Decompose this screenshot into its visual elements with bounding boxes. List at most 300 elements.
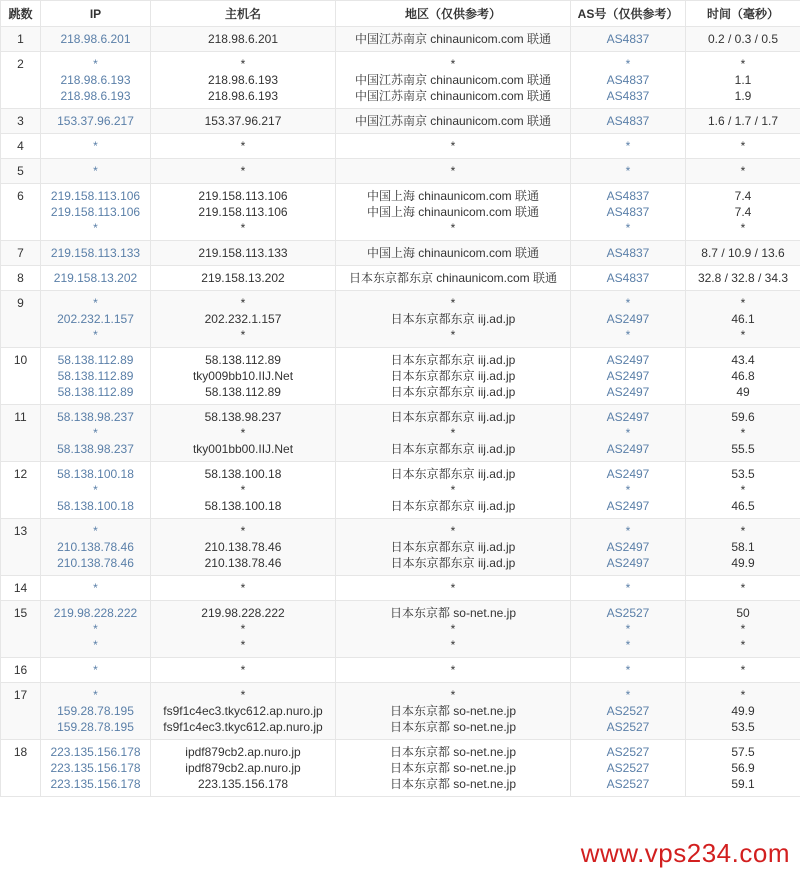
ip-value: * — [93, 426, 98, 440]
ip-value: * — [93, 296, 98, 310]
ip-value[interactable]: 210.138.78.46 — [57, 540, 134, 554]
host-value: * — [240, 581, 246, 595]
time-cell — [686, 576, 800, 601]
as-value: * — [625, 296, 631, 310]
ip-value: * — [93, 524, 98, 538]
table-row — [1, 683, 800, 740]
region-value: 日本东京都 so-net.ne.jp — [389, 761, 517, 775]
table-row — [1, 52, 800, 109]
as-value[interactable]: AS2527 — [606, 704, 650, 718]
as-value[interactable]: AS2497 — [606, 312, 650, 326]
as-value: * — [625, 328, 631, 342]
host-value: 218.98.6.193 — [207, 89, 279, 103]
region-cell — [336, 159, 571, 184]
ip-value[interactable]: 219.158.113.106 — [50, 205, 141, 219]
as-value[interactable]: AS2527 — [606, 720, 650, 734]
region-value: * — [450, 426, 456, 440]
region-value: 日本东京都东京 iij.ad.jp — [390, 467, 516, 481]
as-value[interactable]: AS2497 — [606, 442, 650, 456]
host-value: 58.138.112.89 — [205, 353, 281, 367]
hop-number: 9 — [1, 291, 41, 348]
time-value: * — [740, 524, 746, 538]
as-cell — [571, 159, 686, 184]
hostname-cell — [151, 266, 336, 291]
host-value: * — [240, 57, 246, 71]
region-value: * — [450, 638, 456, 652]
ip-value: * — [93, 164, 98, 178]
as-value[interactable]: AS4837 — [606, 32, 650, 46]
as-value[interactable]: AS2497 — [606, 540, 650, 554]
host-value: 219.158.113.133 — [198, 246, 288, 260]
hop-number: 7 — [1, 241, 41, 266]
region-cell — [336, 52, 571, 109]
as-cell — [571, 740, 686, 797]
hostname-cell — [151, 683, 336, 740]
host-value: * — [240, 139, 246, 153]
as-value: * — [625, 57, 631, 71]
region-value: * — [450, 581, 456, 595]
ip-value[interactable]: 58.138.112.89 — [57, 369, 134, 383]
as-value: * — [625, 426, 631, 440]
table-row — [1, 184, 800, 241]
hop-number: 6 — [1, 184, 41, 241]
as-value[interactable]: AS2527 — [606, 761, 650, 775]
host-value: 210.138.78.46 — [204, 556, 282, 570]
table-row — [1, 519, 800, 576]
ip-value[interactable]: 223.135.156.178 — [50, 745, 141, 759]
host-value: * — [240, 622, 246, 636]
as-value: * — [625, 663, 631, 677]
host-value: tky009bb10.IIJ.Net — [192, 369, 294, 383]
as-value[interactable]: AS2497 — [606, 467, 650, 481]
table-row — [1, 576, 800, 601]
host-value: tky001bb00.IIJ.Net — [192, 442, 294, 456]
header-hop: 跳数 — [1, 1, 41, 27]
time-value: * — [740, 638, 746, 652]
region-cell — [336, 658, 571, 683]
ip-value[interactable]: 58.138.98.237 — [57, 410, 134, 424]
region-cell — [336, 266, 571, 291]
as-value: * — [625, 139, 631, 153]
host-value: * — [240, 688, 246, 702]
time-value: 57.5 — [731, 745, 755, 759]
as-value[interactable]: AS4837 — [606, 114, 650, 128]
as-value[interactable]: AS2497 — [606, 410, 650, 424]
region-value: 日本东京都 so-net.ne.jp — [389, 704, 517, 718]
ip-cell — [41, 184, 151, 241]
table-row — [1, 462, 800, 519]
hostname-cell — [151, 348, 336, 405]
time-value: 59.6 — [731, 410, 755, 424]
hostname-cell — [151, 601, 336, 658]
ip-value[interactable]: 218.98.6.201 — [60, 32, 131, 46]
region-value: 中国上海 chinaunicom.com 联通 — [366, 246, 540, 260]
region-value: 中国江苏南京 chinaunicom.com 联通 — [354, 89, 552, 103]
as-cell — [571, 462, 686, 519]
region-cell — [336, 462, 571, 519]
table-header-row — [1, 1, 800, 27]
hostname-cell — [151, 462, 336, 519]
time-value: 49 — [736, 385, 750, 399]
host-value: 219.98.228.222 — [201, 606, 285, 620]
host-value: 202.232.1.157 — [204, 312, 282, 326]
table-body — [1, 27, 800, 797]
hop-number: 13 — [1, 519, 41, 576]
ip-cell — [41, 291, 151, 348]
ip-cell — [41, 658, 151, 683]
time-value: 55.5 — [731, 442, 755, 456]
as-value[interactable]: AS4837 — [606, 89, 650, 103]
ip-value: * — [93, 688, 98, 702]
ip-value: * — [93, 328, 98, 342]
time-cell — [686, 184, 800, 241]
as-value[interactable]: AS2527 — [606, 777, 650, 791]
as-value[interactable]: AS2497 — [606, 556, 650, 570]
ip-value[interactable]: 223.135.156.178 — [50, 777, 141, 791]
time-value: 8.7 / 10.9 / 13.6 — [701, 246, 785, 260]
region-cell — [336, 241, 571, 266]
table-row — [1, 241, 800, 266]
hostname-cell — [151, 134, 336, 159]
ip-cell — [41, 405, 151, 462]
ip-value[interactable]: 58.138.100.18 — [57, 499, 134, 513]
region-value: 日本东京都 so-net.ne.jp — [389, 606, 517, 620]
region-value: 日本东京都东京 iij.ad.jp — [390, 410, 516, 424]
host-value: 218.98.6.193 — [207, 73, 279, 87]
time-cell — [686, 658, 800, 683]
region-cell — [336, 405, 571, 462]
ip-cell — [41, 159, 151, 184]
as-value[interactable]: AS2497 — [606, 385, 650, 399]
hostname-cell — [151, 519, 336, 576]
hop-number: 1 — [1, 27, 41, 52]
table-row — [1, 740, 800, 797]
hop-number: 18 — [1, 740, 41, 797]
header-region: 地区（仅供参考） — [336, 1, 571, 27]
ip-cell — [41, 266, 151, 291]
time-value: * — [740, 688, 746, 702]
region-value: * — [450, 524, 456, 538]
ip-value[interactable]: 219.98.228.222 — [53, 606, 138, 620]
region-value: 日本东京都东京 iij.ad.jp — [390, 540, 516, 554]
as-cell — [571, 348, 686, 405]
ip-cell — [41, 519, 151, 576]
ip-cell — [41, 740, 151, 797]
time-cell — [686, 241, 800, 266]
ip-value: * — [93, 483, 98, 497]
region-value: 日本东京都 so-net.ne.jp — [389, 777, 517, 791]
region-value: 中国江苏南京 chinaunicom.com 联通 — [354, 114, 552, 128]
time-value: * — [740, 57, 746, 71]
ip-cell — [41, 683, 151, 740]
hostname-cell — [151, 27, 336, 52]
ip-value: * — [93, 663, 98, 677]
as-cell — [571, 109, 686, 134]
ip-value[interactable]: 219.158.13.202 — [53, 271, 138, 285]
time-value: 56.9 — [731, 761, 755, 775]
ip-value[interactable]: 58.138.112.89 — [57, 385, 134, 399]
region-cell — [336, 291, 571, 348]
time-value: 49.9 — [731, 704, 755, 718]
watermark: www.vps234.com — [580, 838, 790, 868]
ip-value[interactable]: 58.138.100.18 — [57, 467, 134, 481]
host-value: 153.37.96.217 — [204, 114, 282, 128]
as-cell — [571, 266, 686, 291]
region-value: 日本东京都东京 iij.ad.jp — [390, 385, 516, 399]
region-value: * — [450, 57, 456, 71]
time-cell — [686, 134, 800, 159]
time-value: 43.4 — [731, 353, 755, 367]
time-value: 46.5 — [731, 499, 755, 513]
ip-value[interactable]: 223.135.156.178 — [50, 761, 141, 775]
hostname-cell — [151, 740, 336, 797]
hostname-cell — [151, 658, 336, 683]
as-value: * — [625, 524, 631, 538]
ip-cell — [41, 109, 151, 134]
region-value: * — [450, 221, 456, 235]
time-cell — [686, 740, 800, 797]
as-value[interactable]: AS4837 — [606, 246, 650, 260]
region-cell — [336, 134, 571, 159]
host-value: fs9f1c4ec3.tkyc612.ap.nuro.jp — [163, 704, 323, 718]
time-value: 58.1 — [731, 540, 755, 554]
region-cell — [336, 184, 571, 241]
ip-value: * — [93, 57, 98, 71]
region-value: 日本东京都东京 iij.ad.jp — [390, 499, 516, 513]
table-row — [1, 405, 800, 462]
host-value: * — [240, 524, 246, 538]
region-value: * — [450, 688, 456, 702]
table-row — [1, 601, 800, 658]
region-value: * — [450, 139, 456, 153]
ip-value: * — [93, 638, 98, 652]
ip-value[interactable]: 219.158.113.106 — [50, 189, 141, 203]
host-value: 219.158.113.106 — [198, 205, 288, 219]
region-value: 日本东京都东京 iij.ad.jp — [390, 369, 516, 383]
ip-cell — [41, 241, 151, 266]
hostname-cell — [151, 405, 336, 462]
ip-cell — [41, 134, 151, 159]
region-cell — [336, 109, 571, 134]
time-value: * — [740, 296, 746, 310]
as-value[interactable]: AS2497 — [606, 369, 650, 383]
time-cell — [686, 601, 800, 658]
host-value: * — [240, 296, 246, 310]
as-value: * — [625, 622, 631, 636]
region-cell — [336, 27, 571, 52]
ip-value: * — [93, 221, 98, 235]
time-value: * — [740, 622, 746, 636]
ip-value[interactable]: 202.232.1.157 — [57, 312, 134, 326]
host-value: * — [240, 164, 246, 178]
ip-cell — [41, 348, 151, 405]
time-value: 46.1 — [731, 312, 755, 326]
hop-number: 14 — [1, 576, 41, 601]
host-value: * — [240, 663, 246, 677]
time-cell — [686, 109, 800, 134]
time-cell — [686, 405, 800, 462]
time-value: * — [740, 483, 746, 497]
as-cell — [571, 27, 686, 52]
as-value: * — [625, 581, 631, 595]
ip-value[interactable]: 218.98.6.193 — [60, 73, 131, 87]
hop-number: 15 — [1, 601, 41, 658]
time-value: 59.1 — [731, 777, 755, 791]
as-value[interactable]: AS4837 — [606, 271, 650, 285]
ip-value[interactable]: 58.138.98.237 — [57, 442, 134, 456]
as-value[interactable]: AS4837 — [606, 73, 650, 87]
as-value: * — [625, 221, 631, 235]
host-value: 210.138.78.46 — [204, 540, 282, 554]
ip-value[interactable]: 218.98.6.193 — [60, 89, 131, 103]
time-value: * — [740, 139, 746, 153]
region-value: 日本东京都东京 iij.ad.jp — [390, 312, 516, 326]
ip-cell — [41, 27, 151, 52]
time-value: 53.5 — [731, 467, 755, 481]
region-value: * — [450, 622, 456, 636]
hostname-cell — [151, 241, 336, 266]
time-value: * — [740, 164, 746, 178]
as-value[interactable]: AS2497 — [606, 353, 650, 367]
header-ip: IP — [41, 1, 151, 27]
hostname-cell — [151, 184, 336, 241]
ip-cell — [41, 601, 151, 658]
as-value[interactable]: AS2527 — [606, 606, 650, 620]
region-value: * — [450, 483, 456, 497]
ip-value[interactable]: 210.138.78.46 — [57, 556, 134, 570]
host-value: * — [240, 328, 246, 342]
time-cell — [686, 348, 800, 405]
hop-number: 11 — [1, 405, 41, 462]
time-value: 32.8 / 32.8 / 34.3 — [697, 271, 789, 285]
host-value: ipdf879cb2.ap.nuro.jp — [185, 745, 301, 759]
hostname-cell — [151, 109, 336, 134]
time-value: 1.9 — [734, 89, 752, 103]
hostname-cell — [151, 291, 336, 348]
table-row — [1, 266, 800, 291]
time-value: * — [740, 328, 746, 342]
hop-number: 16 — [1, 658, 41, 683]
region-value: 日本东京都东京 chinaunicom.com 联通 — [348, 271, 558, 285]
host-value: 58.138.100.18 — [204, 467, 282, 481]
table-row — [1, 134, 800, 159]
as-cell — [571, 683, 686, 740]
region-cell — [336, 740, 571, 797]
table-row — [1, 291, 800, 348]
table-row — [1, 109, 800, 134]
region-value: 日本东京都东京 iij.ad.jp — [390, 442, 516, 456]
as-value[interactable]: AS4837 — [606, 189, 650, 203]
hop-number: 8 — [1, 266, 41, 291]
host-value: * — [240, 221, 246, 235]
region-cell — [336, 519, 571, 576]
region-value: 中国江苏南京 chinaunicom.com 联通 — [354, 32, 552, 46]
time-cell — [686, 27, 800, 52]
time-value: 53.5 — [731, 720, 755, 734]
region-cell — [336, 576, 571, 601]
time-value: 46.8 — [731, 369, 755, 383]
time-value: 7.4 — [734, 189, 752, 203]
table-row — [1, 27, 800, 52]
as-value[interactable]: AS2527 — [606, 745, 650, 759]
hop-number: 12 — [1, 462, 41, 519]
ip-cell — [41, 52, 151, 109]
time-value: 0.2 / 0.3 / 0.5 — [707, 32, 779, 46]
ip-cell — [41, 462, 151, 519]
ip-cell — [41, 576, 151, 601]
as-value: * — [625, 483, 631, 497]
region-value: 中国江苏南京 chinaunicom.com 联通 — [354, 73, 552, 87]
ip-value[interactable]: 153.37.96.217 — [57, 114, 134, 128]
ip-value[interactable]: 159.28.78.195 — [57, 720, 134, 734]
region-cell — [336, 348, 571, 405]
table-row — [1, 348, 800, 405]
ip-value: * — [93, 139, 98, 153]
time-value: 1.1 — [734, 73, 752, 87]
time-value: * — [740, 581, 746, 595]
host-value: 219.158.13.202 — [201, 271, 285, 285]
time-cell — [686, 159, 800, 184]
as-cell — [571, 601, 686, 658]
time-value: 7.4 — [734, 205, 752, 219]
as-cell — [571, 241, 686, 266]
ip-value[interactable]: 159.28.78.195 — [57, 704, 134, 718]
table-row — [1, 658, 800, 683]
as-value: * — [625, 638, 631, 652]
host-value: ipdf879cb2.ap.nuro.jp — [185, 761, 301, 775]
as-value[interactable]: AS2497 — [606, 499, 650, 513]
host-value: 218.98.6.201 — [207, 32, 279, 46]
as-value: * — [625, 164, 631, 178]
ip-value[interactable]: 58.138.112.89 — [57, 353, 134, 367]
header-host: 主机名 — [151, 1, 336, 27]
host-value: 58.138.112.89 — [205, 385, 281, 399]
table-row — [1, 159, 800, 184]
region-value: * — [450, 328, 456, 342]
ip-value: * — [93, 581, 98, 595]
time-value: * — [740, 663, 746, 677]
time-value: 1.6 / 1.7 / 1.7 — [707, 114, 779, 128]
region-value: 日本东京都 so-net.ne.jp — [389, 745, 517, 759]
as-value[interactable]: AS4837 — [606, 205, 650, 219]
region-cell — [336, 683, 571, 740]
as-cell — [571, 184, 686, 241]
as-cell — [571, 52, 686, 109]
hop-number: 3 — [1, 109, 41, 134]
hop-number: 5 — [1, 159, 41, 184]
time-value: 49.9 — [731, 556, 755, 570]
time-cell — [686, 683, 800, 740]
region-value: * — [450, 296, 456, 310]
as-cell — [571, 519, 686, 576]
hostname-cell — [151, 576, 336, 601]
host-value: * — [240, 483, 246, 497]
host-value: * — [240, 638, 246, 652]
hostname-cell — [151, 52, 336, 109]
host-value: fs9f1c4ec3.tkyc612.ap.nuro.jp — [163, 720, 323, 734]
time-value: * — [740, 221, 746, 235]
region-value: * — [450, 663, 456, 677]
host-value: * — [240, 426, 246, 440]
time-cell — [686, 266, 800, 291]
hop-number: 4 — [1, 134, 41, 159]
time-cell — [686, 291, 800, 348]
as-cell — [571, 291, 686, 348]
ip-value[interactable]: 219.158.113.133 — [50, 246, 141, 260]
host-value: 219.158.113.106 — [198, 189, 288, 203]
region-value: 中国上海 chinaunicom.com 联通 — [366, 189, 540, 203]
as-cell — [571, 134, 686, 159]
